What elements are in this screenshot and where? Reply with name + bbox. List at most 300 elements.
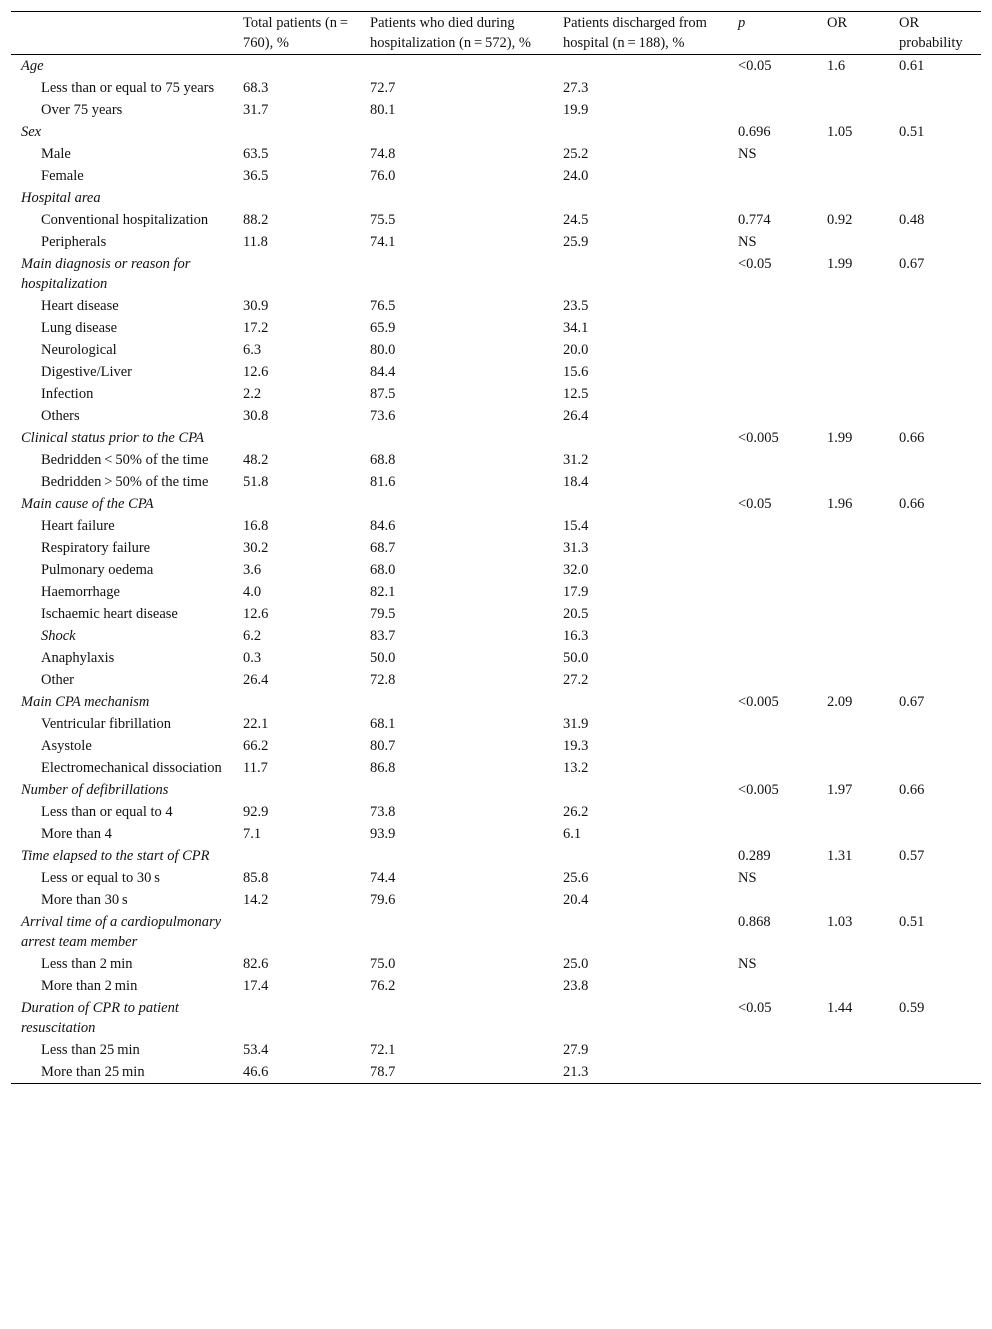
table-cell: [817, 187, 889, 209]
row-label: Infection: [41, 386, 94, 402]
table-cell: 78.7: [370, 1064, 396, 1080]
table-cell: [817, 559, 889, 581]
table-cell: [889, 165, 981, 187]
table-cell: [728, 647, 817, 669]
column-header: Patients who died during hospitalization (n = 572), %: [370, 15, 531, 51]
table-cell: 68.3: [243, 80, 269, 96]
table-cell: <0.05: [738, 1000, 772, 1016]
table-cell: [728, 757, 817, 779]
table-cell: [817, 823, 889, 845]
column-header: Patients discharged from hospital (n = 188), %: [563, 15, 707, 51]
table-cell: [817, 77, 889, 99]
row-label: Ventricular fibrillation: [41, 716, 172, 732]
row-label: Others: [41, 408, 80, 424]
table-cell: [889, 603, 981, 625]
row-label: Lung disease: [41, 320, 118, 336]
table-cell: [889, 77, 981, 99]
table-row: [11, 471, 981, 493]
table-cell: [728, 471, 817, 493]
table-cell: [728, 735, 817, 757]
table-cell: [728, 77, 817, 99]
table-cell: [728, 537, 817, 559]
table-cell: 31.3: [563, 540, 589, 556]
table-cell: 7.1: [243, 826, 262, 842]
table-cell: 0.51: [899, 124, 925, 140]
section-label: Clinical status prior to the CPA: [21, 430, 205, 446]
table-cell: [728, 669, 817, 691]
table-cell: 68.1: [370, 716, 396, 732]
table-row: [11, 625, 981, 647]
table-cell: 16.3: [563, 628, 589, 644]
table-cell: 0.66: [899, 782, 925, 798]
row-label: Less than or equal to 4: [41, 804, 173, 820]
table-cell: 0.48: [899, 212, 925, 228]
table-cell: [817, 231, 889, 253]
table-cell: [728, 449, 817, 471]
table-cell: 0.774: [738, 212, 771, 228]
table-cell: [553, 779, 728, 801]
table-cell: 72.1: [370, 1042, 396, 1058]
section-row: [11, 493, 981, 515]
table-cell: [728, 1061, 817, 1084]
table-cell: [889, 471, 981, 493]
table-cell: [889, 143, 981, 165]
table-row: [11, 143, 981, 165]
table-cell: <0.05: [738, 256, 772, 272]
table-cell: [817, 889, 889, 911]
table-cell: [728, 889, 817, 911]
table-cell: NS: [738, 870, 757, 886]
table-cell: [233, 911, 360, 953]
section-row: [11, 427, 981, 449]
table-cell: [889, 317, 981, 339]
table-cell: 81.6: [370, 474, 396, 490]
section-row: [11, 779, 981, 801]
table-cell: 21.3: [563, 1064, 589, 1080]
table-cell: [889, 231, 981, 253]
table-cell: 1.05: [827, 124, 853, 140]
table-cell: 16.8: [243, 518, 269, 534]
table-cell: 80.1: [370, 102, 396, 118]
table-row: [11, 867, 981, 889]
table-cell: [817, 537, 889, 559]
table-row: [11, 603, 981, 625]
table-cell: [553, 427, 728, 449]
table-cell: [233, 427, 360, 449]
section-label: Main CPA mechanism: [21, 694, 150, 710]
table-body: [11, 55, 981, 1084]
table-cell: 74.1: [370, 234, 396, 250]
table-cell: [233, 187, 360, 209]
row-label: Male: [41, 146, 71, 162]
table-cell: 0.67: [899, 694, 925, 710]
table-cell: 6.2: [243, 628, 262, 644]
table-cell: [817, 669, 889, 691]
row-label: Ischaemic heart disease: [41, 606, 178, 622]
table-row: [11, 823, 981, 845]
table-cell: [360, 121, 553, 143]
table-row: [11, 339, 981, 361]
table-cell: 18.4: [563, 474, 589, 490]
table-cell: <0.005: [738, 782, 779, 798]
table-cell: [553, 691, 728, 713]
table-row: [11, 361, 981, 383]
table-cell: [553, 911, 728, 953]
table-cell: 0.289: [738, 848, 771, 864]
table-cell: 36.5: [243, 168, 269, 184]
table-cell: [889, 757, 981, 779]
table-cell: 27.2: [563, 672, 589, 688]
table-cell: 2.2: [243, 386, 262, 402]
table-cell: 48.2: [243, 452, 269, 468]
table-cell: 0.59: [899, 1000, 925, 1016]
table-cell: 25.0: [563, 956, 589, 972]
table-cell: 1.96: [827, 496, 853, 512]
table-cell: [889, 823, 981, 845]
column-header: Total patients (n = 760), %: [243, 15, 351, 51]
row-label: Bedridden < 50% of the time: [41, 452, 209, 468]
table-cell: 0.67: [899, 256, 925, 272]
table-cell: 1.99: [827, 430, 853, 446]
table-cell: [728, 187, 817, 209]
table-cell: 87.5: [370, 386, 396, 402]
table-cell: 26.2: [563, 804, 589, 820]
table-cell: 20.5: [563, 606, 589, 622]
table-cell: [360, 691, 553, 713]
table-cell: [817, 449, 889, 471]
table-cell: 88.2: [243, 212, 269, 228]
row-label: More than 25 min: [41, 1064, 145, 1080]
table-cell: 2.09: [827, 694, 853, 710]
table-cell: NS: [738, 146, 757, 162]
table-cell: [889, 953, 981, 975]
row-label: Respiratory failure: [41, 540, 151, 556]
table-cell: [728, 295, 817, 317]
table-cell: <0.005: [738, 430, 779, 446]
table-cell: [889, 867, 981, 889]
row-label: Bedridden > 50% of the time: [41, 474, 209, 490]
section-label: Arrival time of a cardiopulmonary arrest team member: [21, 914, 222, 950]
table-cell: 6.1: [563, 826, 582, 842]
table-cell: 75.0: [370, 956, 396, 972]
row-label: Peripherals: [41, 234, 107, 250]
table-cell: 24.0: [563, 168, 589, 184]
table-row: [11, 537, 981, 559]
table-cell: 66.2: [243, 738, 269, 754]
table-cell: [553, 253, 728, 295]
table-cell: [817, 1061, 889, 1084]
table-cell: NS: [738, 956, 757, 972]
table-cell: [889, 383, 981, 405]
table-cell: [817, 867, 889, 889]
table-cell: [360, 493, 553, 515]
row-label: Pulmonary oedema: [41, 562, 154, 578]
table-cell: [233, 779, 360, 801]
row-label: Less or equal to 30 s: [41, 870, 160, 886]
table-cell: 63.5: [243, 146, 269, 162]
table-cell: 1.44: [827, 1000, 853, 1016]
table-cell: 14.2: [243, 892, 269, 908]
table-cell: 22.1: [243, 716, 269, 732]
section-label: Number of defibrillations: [21, 782, 169, 798]
column-header: p: [738, 15, 746, 31]
table-cell: 83.7: [370, 628, 396, 644]
table-cell: [360, 845, 553, 867]
row-label: More than 2 min: [41, 978, 138, 994]
table-cell: 92.9: [243, 804, 269, 820]
table-cell: [889, 1039, 981, 1061]
row-label: Shock: [41, 628, 76, 644]
table-cell: [817, 99, 889, 121]
table-cell: [817, 581, 889, 603]
row-label: Over 75 years: [41, 102, 123, 118]
table-cell: [817, 713, 889, 735]
table-cell: [817, 317, 889, 339]
table-cell: 31.2: [563, 452, 589, 468]
table-cell: [728, 317, 817, 339]
table-cell: [728, 975, 817, 997]
table-row: [11, 713, 981, 735]
row-label: Less than 25 min: [41, 1042, 140, 1058]
table-cell: 13.2: [563, 760, 589, 776]
row-label: Heart failure: [41, 518, 115, 534]
table-cell: 79.6: [370, 892, 396, 908]
table-cell: [553, 845, 728, 867]
table-cell: [553, 997, 728, 1039]
table-cell: 23.5: [563, 298, 589, 314]
table-cell: 0.57: [899, 848, 925, 864]
table-cell: 80.7: [370, 738, 396, 754]
table-cell: [817, 647, 889, 669]
table-cell: NS: [738, 234, 757, 250]
table-cell: 93.9: [370, 826, 396, 842]
table-cell: <0.05: [738, 58, 772, 74]
table-cell: [889, 713, 981, 735]
table-cell: 68.7: [370, 540, 396, 556]
table-cell: [233, 691, 360, 713]
row-label: Less than 2 min: [41, 956, 133, 972]
table-cell: [889, 405, 981, 427]
table-cell: [233, 253, 360, 295]
row-label: More than 4: [41, 826, 112, 842]
column-header: [11, 12, 233, 55]
table-cell: 17.4: [243, 978, 269, 994]
column-header: OR probability: [899, 15, 963, 51]
table-cell: 1.99: [827, 256, 853, 272]
table-cell: 31.9: [563, 716, 589, 732]
table-cell: [728, 383, 817, 405]
table-cell: [360, 427, 553, 449]
table-cell: [553, 493, 728, 515]
table-cell: 0.66: [899, 430, 925, 446]
table-cell: [889, 187, 981, 209]
section-row: [11, 911, 981, 953]
table-cell: 27.3: [563, 80, 589, 96]
table-cell: 65.9: [370, 320, 396, 336]
table-row: [11, 669, 981, 691]
table-cell: [889, 735, 981, 757]
table-cell: 74.8: [370, 146, 396, 162]
table-cell: 76.2: [370, 978, 396, 994]
table-cell: 68.8: [370, 452, 396, 468]
section-row: [11, 187, 981, 209]
table-cell: [728, 405, 817, 427]
section-label: Hospital area: [21, 190, 101, 206]
table-cell: 11.7: [243, 760, 268, 776]
table-cell: [889, 515, 981, 537]
table-cell: 1.03: [827, 914, 853, 930]
table-cell: 85.8: [243, 870, 269, 886]
table-row: [11, 99, 981, 121]
table-cell: [817, 339, 889, 361]
table-cell: [889, 99, 981, 121]
row-label: Haemorrhage: [41, 584, 120, 600]
table-cell: [728, 361, 817, 383]
table-cell: [889, 1061, 981, 1084]
table-cell: 24.5: [563, 212, 589, 228]
table-row: [11, 209, 981, 231]
table-cell: 72.7: [370, 80, 396, 96]
table-cell: 73.8: [370, 804, 396, 820]
table-cell: 50.0: [370, 650, 396, 666]
table-row: [11, 735, 981, 757]
table-cell: 32.0: [563, 562, 589, 578]
table-row: [11, 801, 981, 823]
table-row: [11, 559, 981, 581]
table-cell: [728, 1039, 817, 1061]
table-cell: [889, 889, 981, 911]
table-cell: [889, 537, 981, 559]
table-cell: 25.6: [563, 870, 589, 886]
section-label: Duration of CPR to patient resuscitation: [21, 1000, 179, 1036]
section-label: Time elapsed to the start of CPR: [21, 848, 210, 864]
table-cell: [817, 801, 889, 823]
table-cell: [889, 295, 981, 317]
section-row: [11, 253, 981, 295]
table-cell: 0.66: [899, 496, 925, 512]
table-row: [11, 581, 981, 603]
table-cell: 76.0: [370, 168, 396, 184]
table-cell: 27.9: [563, 1042, 589, 1058]
table-cell: [889, 647, 981, 669]
row-label: More than 30 s: [41, 892, 128, 908]
table-cell: [360, 911, 553, 953]
table-cell: 12.5: [563, 386, 589, 402]
table-cell: 46.6: [243, 1064, 269, 1080]
header-row: [11, 12, 981, 55]
table-cell: [889, 801, 981, 823]
table-cell: 30.8: [243, 408, 269, 424]
table-cell: [728, 99, 817, 121]
table-cell: [728, 559, 817, 581]
table-cell: [233, 997, 360, 1039]
table-cell: 31.7: [243, 102, 269, 118]
table-cell: [728, 339, 817, 361]
table-cell: [360, 779, 553, 801]
row-label: Electromechanical dissociation: [41, 760, 222, 776]
table-cell: [728, 625, 817, 647]
table-row: [11, 647, 981, 669]
table-cell: 4.0: [243, 584, 262, 600]
table-row: [11, 1061, 981, 1084]
table-cell: 79.5: [370, 606, 396, 622]
row-label: Other: [41, 672, 75, 688]
table-cell: [817, 143, 889, 165]
table-row: [11, 231, 981, 253]
table-cell: [817, 165, 889, 187]
table-cell: [817, 515, 889, 537]
table-cell: [889, 449, 981, 471]
table-cell: 84.6: [370, 518, 396, 534]
table-cell: 0.92: [827, 212, 853, 228]
section-row: [11, 845, 981, 867]
table-cell: 26.4: [243, 672, 269, 688]
table-cell: 30.9: [243, 298, 269, 314]
table-cell: [817, 603, 889, 625]
table-cell: 53.4: [243, 1042, 269, 1058]
section-row: [11, 691, 981, 713]
table-cell: 25.9: [563, 234, 589, 250]
table-cell: [728, 581, 817, 603]
table-cell: 1.31: [827, 848, 853, 864]
table-cell: 82.6: [243, 956, 269, 972]
table-cell: 84.4: [370, 364, 396, 380]
table-row: [11, 295, 981, 317]
table-row: [11, 317, 981, 339]
table-cell: 11.8: [243, 234, 268, 250]
table-cell: 76.5: [370, 298, 396, 314]
table-cell: [728, 801, 817, 823]
table-cell: 26.4: [563, 408, 589, 424]
table-row: [11, 889, 981, 911]
table-cell: [728, 823, 817, 845]
table-cell: 73.6: [370, 408, 396, 424]
table-cell: [889, 339, 981, 361]
table-cell: 68.0: [370, 562, 396, 578]
table-cell: [360, 253, 553, 295]
table-cell: 23.8: [563, 978, 589, 994]
table-cell: [728, 603, 817, 625]
table-header: [11, 12, 981, 55]
table-cell: 30.2: [243, 540, 269, 556]
table-cell: [817, 471, 889, 493]
table-cell: [817, 975, 889, 997]
table-cell: 82.1: [370, 584, 396, 600]
table-cell: [817, 757, 889, 779]
table-cell: [233, 55, 360, 78]
table-row: [11, 383, 981, 405]
table-cell: 50.0: [563, 650, 589, 666]
table-cell: 12.6: [243, 606, 269, 622]
table-row: [11, 757, 981, 779]
table-cell: [817, 953, 889, 975]
table-cell: 72.8: [370, 672, 396, 688]
table-cell: 15.4: [563, 518, 589, 534]
table-cell: [817, 405, 889, 427]
table-row: [11, 515, 981, 537]
table-cell: [553, 187, 728, 209]
table-cell: 17.9: [563, 584, 589, 600]
table-cell: 75.5: [370, 212, 396, 228]
table-cell: [233, 493, 360, 515]
table-row: [11, 77, 981, 99]
table-cell: 51.8: [243, 474, 269, 490]
table-cell: [553, 121, 728, 143]
table-row: [11, 1039, 981, 1061]
section-row: [11, 997, 981, 1039]
table-cell: [553, 55, 728, 78]
table-cell: 0.61: [899, 58, 925, 74]
